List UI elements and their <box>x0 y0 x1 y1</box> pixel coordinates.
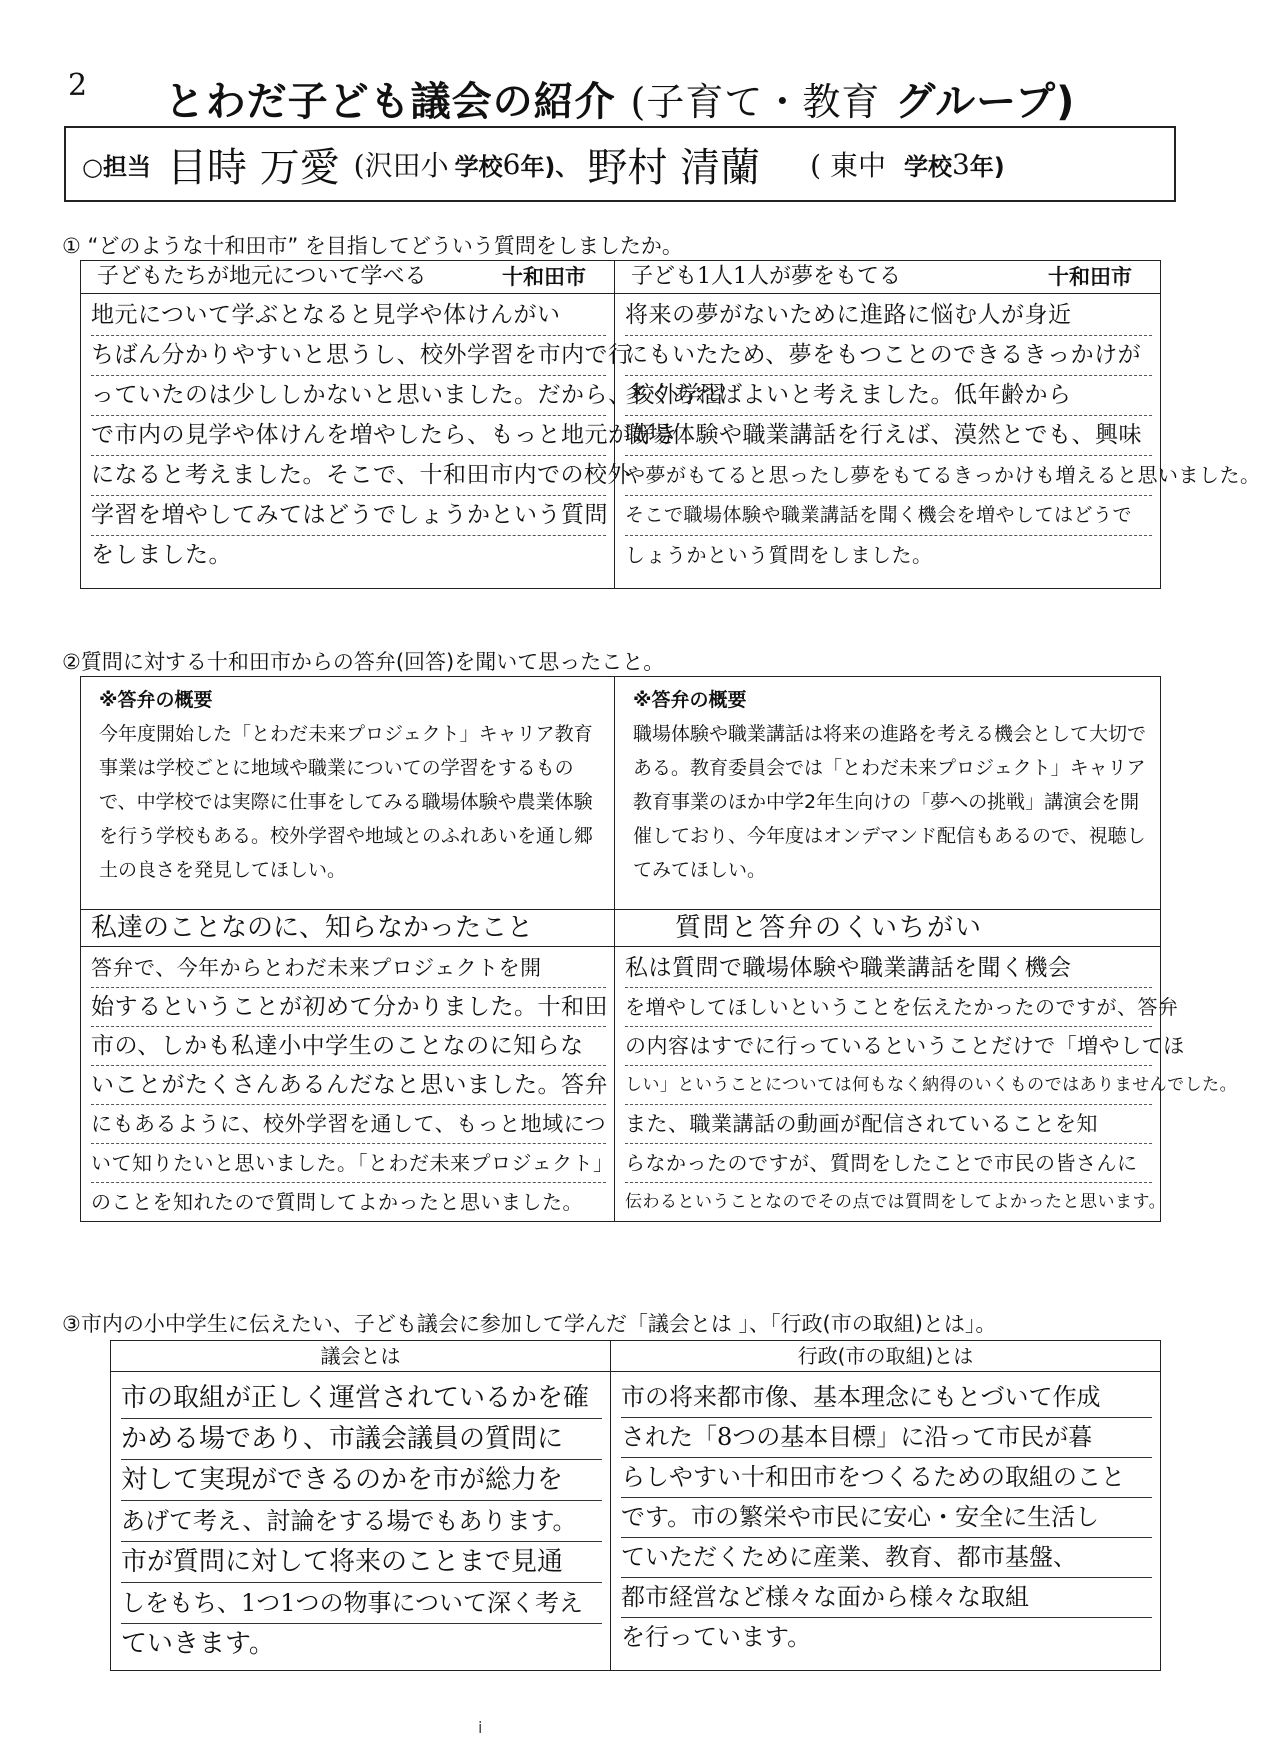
member2-school: ( 東中 <box>810 149 886 182</box>
member2-grade-label: 年) <box>969 152 1005 181</box>
title-suffix: グループ) <box>895 79 1076 125</box>
title-prefix: とわだ子ども議会の紹介 <box>164 79 616 125</box>
impression-line: のことを知れたので質問してよかったと思いました。 <box>91 1190 583 1214</box>
answer-line: にもいたため、夢をもつことのできるきっかけが <box>625 336 1152 376</box>
impression-title: 質問と答弁のくいちがい <box>675 913 984 943</box>
summary-title: ※答弁の概要 <box>99 689 213 711</box>
answer-line: 将来の夢がないために進路に悩む人が身近 <box>625 296 1152 336</box>
staff-label: ○担当 <box>82 152 151 181</box>
impression-line: 伝わるということなのでその点では質問をしてよかったと思います。 <box>625 1192 1167 1212</box>
section2-right-impression-title-cell <box>615 910 1161 947</box>
impression-line: らなかったのですが、質問をしたことで市民の皆さんに <box>625 1144 1152 1183</box>
section3-heading: ③市内の小中学生に伝えたい、子ども議会に参加して学んだ「議会とは 」、「行政(市の取組)とは」。 <box>62 1312 997 1336</box>
section1-right-answer <box>615 294 1261 589</box>
column-header: 行政(市の取組)とは <box>797 1344 974 1368</box>
impression-line: 始するということが初めて分かりました。十和田 <box>91 988 606 1027</box>
section2-table <box>80 676 1238 1222</box>
answer-line: 都市経営など様々な面から様々な取組 <box>621 1578 1152 1618</box>
section1-left-city: 十和田市 <box>502 265 586 289</box>
summary-text: 今年度開始した「とわだ未来プロジェクト」キャリア教育事業は学校ごとに地域や職業についての学習をするもので、中学校では実際に仕事をしてみる職場体験や農業体験を行う学校もある。校外学習や地域とのふれあいを通し郷土の良さを発見してほしい。 <box>99 723 594 881</box>
answer-line: をしました。 <box>91 542 232 568</box>
page-number: 2 <box>68 68 88 103</box>
answer-line: 職場体験や職業講話を行えば、漠然とでも、興味 <box>625 416 1152 456</box>
impression-line: にもあるように、校外学習を通して、もっと地域につ <box>91 1105 606 1144</box>
impression-line: いて知りたいと思いました。「とわだ未来プロジェクト」 <box>91 1144 606 1183</box>
section1-right-goal-cell <box>615 261 1161 294</box>
section2-left-summary <box>81 677 615 910</box>
staff-box <box>64 126 1176 202</box>
stray-pencil-mark: i <box>478 1718 483 1737</box>
answer-line: 市が質問に対して将来のことまで見通 <box>121 1542 602 1583</box>
section1-right-goal: 子ども1人1人が夢をもてる <box>631 264 901 289</box>
answer-line: そこで職場体験や職業講話を聞く機会を増やしてはどうで <box>625 496 1152 536</box>
answer-line: 市の取組が正しく運営されているかを確 <box>121 1378 602 1419</box>
section1-table <box>80 260 1261 589</box>
section2-right-impression <box>615 947 1238 1222</box>
summary-text: 職場体験や職業講話は将来の進路を考える機会として大切である。教育委員会では「とわだ未来プロジェクト」キャリア教育事業のほか中学2年生向けの「夢への挑戦」講演会を開催しており、今年度はオンデマンド配信もあるので、視聴してみてほしい。 <box>633 723 1147 881</box>
impression-line: を増やしてほしいということを伝えたかったのですが、答弁 <box>625 988 1152 1027</box>
answer-line: になると考えました。そこで、十和田市内での校外 <box>91 456 606 496</box>
answer-line: しをもち、1つ1つの物事について深く考え <box>121 1583 602 1624</box>
member1-grade: 6 <box>502 147 521 181</box>
impression-line: 私は質問で職場体験や職業講話を聞く機会 <box>625 949 1152 988</box>
section3-right-answer <box>611 1372 1161 1671</box>
answer-line: です。市の繁栄や市民に安心・安全に生活し <box>621 1498 1152 1538</box>
member1-school: (沢田小 <box>353 149 449 182</box>
page-title <box>0 70 1240 127</box>
member1-name: 目時 万愛 <box>166 144 340 191</box>
member2-grade: 3 <box>951 147 970 181</box>
section3-table <box>110 1340 1161 1671</box>
impression-line: の内容はすでに行っているということだけで「増やしてほ <box>625 1027 1152 1066</box>
section1-left-answer <box>81 294 726 589</box>
section1-left-goal: 子どもたちが地元について学べる <box>97 264 427 289</box>
member2-name: 野村 清蘭 <box>587 144 761 191</box>
member1-grade-label: 年)、 <box>520 152 580 181</box>
section2-left-impression <box>81 947 615 1222</box>
answer-line: かめる場であり、市議会議員の質問に <box>121 1419 602 1460</box>
answer-line: しょうかという質問をしました。 <box>625 543 933 567</box>
section1-left-goal-cell <box>81 261 615 294</box>
answer-line: っていたのは少ししかないと思いました。だから、校外学習 <box>91 376 606 416</box>
impression-line: 市の、しかも私達小中学生のことなのに知らな <box>91 1027 606 1066</box>
summary-title: ※答弁の概要 <box>633 689 747 711</box>
section2-heading: ②質問に対する十和田市からの答弁(回答)を聞いて思ったこと。 <box>62 650 665 674</box>
answer-line: らしやすい十和田市をつくるための取組のこと <box>621 1458 1152 1498</box>
column-header: 議会とは <box>320 1344 401 1368</box>
section3-right-header-cell <box>611 1341 1161 1372</box>
answer-line: ていきます。 <box>121 1629 275 1659</box>
section1-heading: ① “どのような十和田市” を目指してどういう質問をしましたか。 <box>62 234 683 258</box>
answer-line: 市の将来都市像、基本理念にもとづいて作成 <box>621 1378 1152 1418</box>
answer-line: 学習を増やしてみてはどうでしょうかという質問 <box>91 496 606 536</box>
answer-line: 多くあればよいと考えました。低年齢から <box>625 376 1152 416</box>
section2-right-summary <box>615 677 1161 910</box>
answer-line: 対して実現ができるのかを市が総力を <box>121 1460 602 1501</box>
answer-line: ていただくために産業、教育、都市基盤、 <box>621 1538 1152 1578</box>
staff-row <box>82 128 1005 200</box>
impression-line: しい」ということについては何もなく納得のいくものではありませんでした。 <box>625 1066 1152 1105</box>
title-group-handwritten: (子育て・教育 <box>630 80 881 124</box>
impression-line: また、職業講話の動画が配信されていることを知 <box>625 1105 1152 1144</box>
section1-right-city: 十和田市 <box>1048 265 1132 289</box>
answer-line: を行っています。 <box>621 1623 812 1651</box>
answer-line: あげて考え、討論をする場でもあります。 <box>121 1501 602 1542</box>
impression-line: いことがたくさんあるんだなと思いました。答弁 <box>91 1066 606 1105</box>
member2-school-label: 学校 <box>903 152 952 181</box>
impression-title: 私達のことなのに、知らなかったこと <box>91 913 534 943</box>
section2-left-impression-title-cell <box>81 910 615 947</box>
answer-line: された「8つの基本目標」に沿って市民が暮 <box>621 1418 1152 1458</box>
impression-line: 答弁で、今年からとわだ未来プロジェクトを開 <box>91 949 606 988</box>
answer-line: や夢がもてると思ったし夢をもてるきっかけも増えると思いました。 <box>625 456 1152 496</box>
answer-line: ちばん分かりやすいと思うし、校外学習を市内で行 <box>91 336 606 376</box>
member1-school-label: 学校 <box>454 152 503 181</box>
answer-line: で市内の見学や体けんを増やしたら、もっと地元が好き <box>91 416 606 456</box>
section3-left-answer <box>111 1372 611 1671</box>
section3-left-header-cell <box>111 1341 611 1372</box>
answer-line: 地元について学ぶとなると見学や体けんがい <box>91 296 606 336</box>
